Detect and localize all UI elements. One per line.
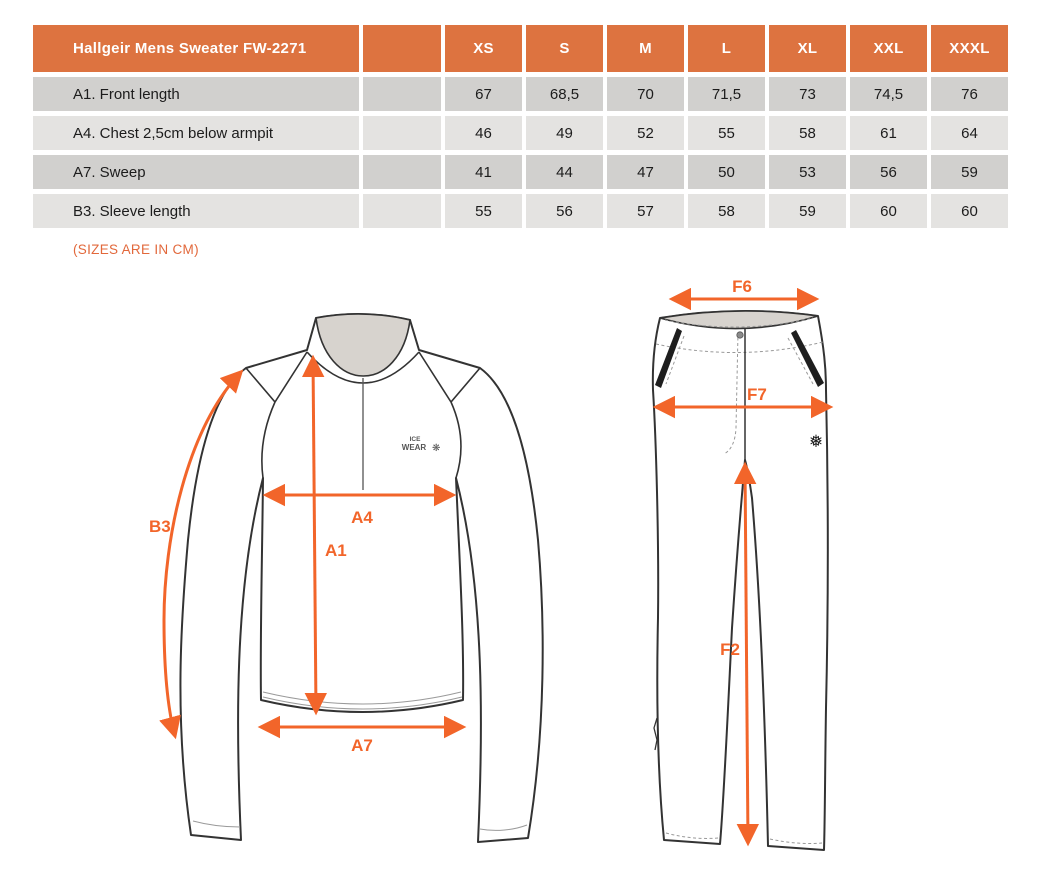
value-cell: 56 (526, 194, 603, 228)
header-spacer-cell (363, 25, 441, 72)
value-cell: 68,5 (526, 77, 603, 111)
f2-label: F2 (720, 640, 740, 659)
icewear-logo-text-1: ICE (409, 436, 421, 443)
row-spacer-cell (363, 155, 441, 189)
a4-label: A4 (351, 508, 373, 527)
value-cell: 55 (688, 116, 765, 150)
value-cell: 59 (931, 155, 1008, 189)
value-cell: 55 (445, 194, 522, 228)
value-cell: 74,5 (850, 77, 927, 111)
size-header-xxxl: XXXL (931, 25, 1008, 72)
value-cell: 64 (931, 116, 1008, 150)
value-cell: 41 (445, 155, 522, 189)
pants-outline (653, 311, 828, 850)
value-cell: 60 (850, 194, 927, 228)
value-cell: 47 (607, 155, 684, 189)
row-spacer-cell (363, 194, 441, 228)
size-table (33, 25, 1008, 228)
size-header-xl: XL (769, 25, 846, 72)
value-cell: 58 (769, 116, 846, 150)
size-header-m: M (607, 25, 684, 72)
value-cell: 67 (445, 77, 522, 111)
waist-button (737, 332, 743, 338)
b3-label: B3 (149, 517, 171, 536)
pants-diagram (620, 278, 1037, 878)
f6-label: F6 (732, 278, 752, 296)
icewear-logo-text-2: WEAR (401, 443, 427, 452)
value-cell: 61 (850, 116, 927, 150)
value-cell: 56 (850, 155, 927, 189)
value-cell: 76 (931, 77, 1008, 111)
value-cell: 44 (526, 155, 603, 189)
size-header-xxl: XXL (850, 25, 927, 72)
value-cell: 50 (688, 155, 765, 189)
f2-arrow (745, 465, 748, 843)
value-cell: 46 (445, 116, 522, 150)
side-seam-wrinkle (654, 718, 657, 750)
row-label: A4. Chest 2,5cm below armpit (33, 116, 359, 150)
value-cell: 53 (769, 155, 846, 189)
sweater-diagram (128, 290, 568, 880)
value-cell: 57 (607, 194, 684, 228)
icewear-logo-snowflake-icon: ❋ (432, 443, 441, 454)
size-header-s: S (526, 25, 603, 72)
value-cell: 58 (688, 194, 765, 228)
size-header-l: L (688, 25, 765, 72)
value-cell: 52 (607, 116, 684, 150)
f7-label: F7 (747, 385, 767, 404)
row-spacer-cell (363, 116, 441, 150)
size-header-xs: XS (445, 25, 522, 72)
row-label: A7. Sweep (33, 155, 359, 189)
a1-label: A1 (325, 541, 347, 560)
sweater-outline (180, 314, 542, 842)
snowflake-logo-icon: ❅ (808, 432, 824, 451)
table-title-cell: Hallgeir Mens Sweater FW-2271 (33, 25, 359, 72)
value-cell: 70 (607, 77, 684, 111)
row-spacer-cell (363, 77, 441, 111)
sizes-unit-note: (SIZES ARE IN CM) (73, 242, 199, 257)
value-cell: 73 (769, 77, 846, 111)
value-cell: 49 (526, 116, 603, 150)
value-cell: 59 (769, 194, 846, 228)
a7-label: A7 (351, 736, 373, 755)
value-cell: 71,5 (688, 77, 765, 111)
row-label: A1. Front length (33, 77, 359, 111)
row-label: B3. Sleeve length (33, 194, 359, 228)
value-cell: 60 (931, 194, 1008, 228)
